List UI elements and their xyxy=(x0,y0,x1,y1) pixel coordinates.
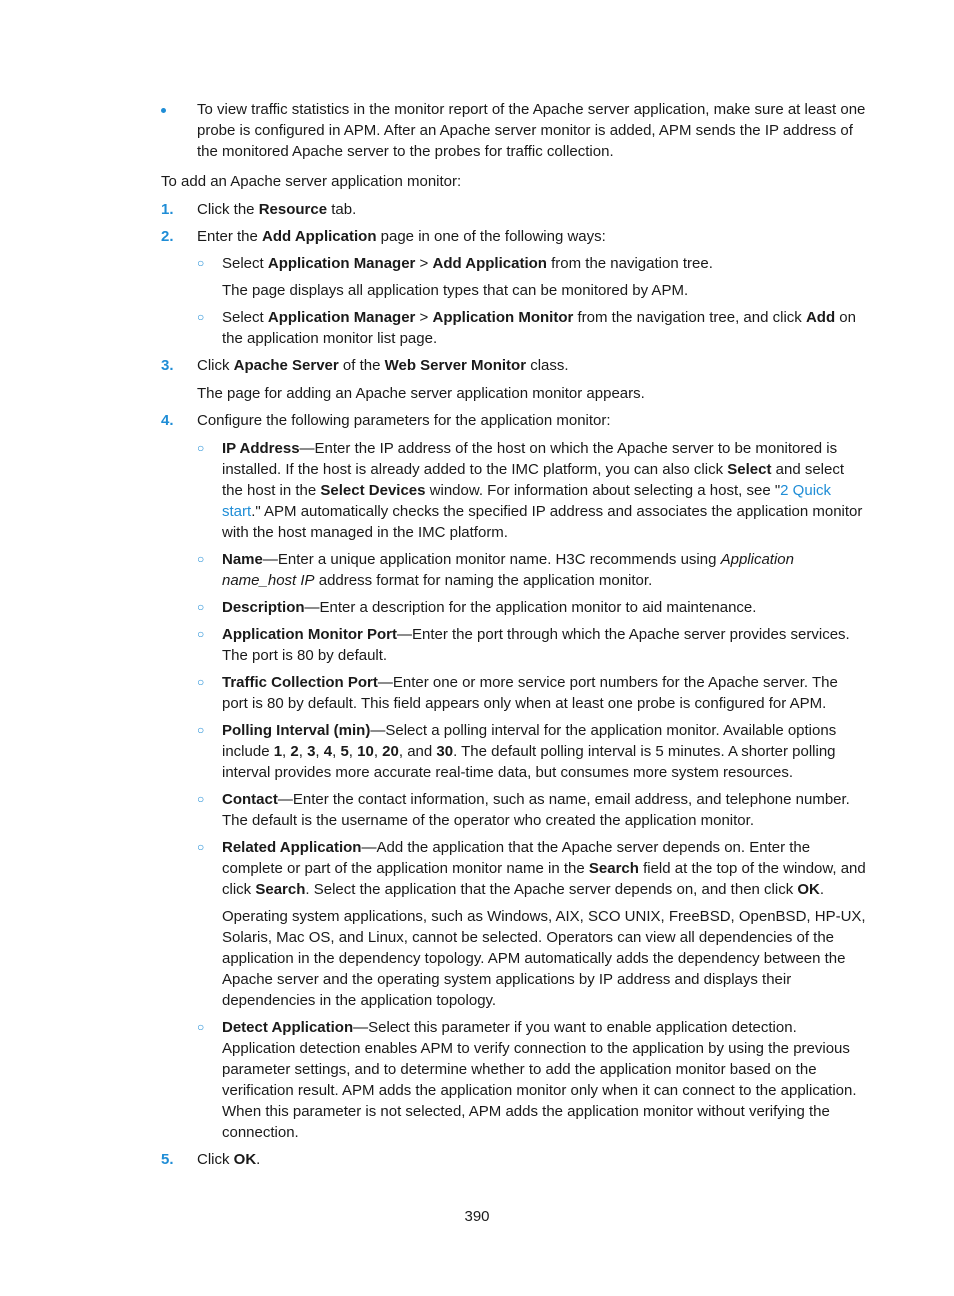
step-2-option-b: ○ Select Application Manager > Application Monitor from the navigation tree, and click Add on the application monitor list page. xyxy=(197,309,856,347)
circle-bullet-icon: ○ xyxy=(197,792,205,806)
circle-bullet-icon: ○ xyxy=(197,627,205,641)
param-description: ○ Description—Enter a description for the application monitor to aid maintenance. xyxy=(197,599,757,616)
step-2: 2. Enter the Add Application page in one of the following ways: xyxy=(161,228,606,245)
param-polling-interval: ○ Polling Interval (min)—Select a polling interval for the application monitor. Available options include 1, 2, 3, 4, 5, 10, 20, and 30. The default polling interval is 5 minutes. A shorter polling interval provides more accurate real-time data, but consumes more system resources. xyxy=(197,722,837,781)
circle-bullet-icon: ○ xyxy=(197,552,205,566)
circle-bullet-icon: ○ xyxy=(197,675,205,689)
bullet-note: To view traffic statistics in the monitor report of the Apache server application, make sure at least one probe is configured in APM. After an Apache server monitor is added, APM sends the IP address of the monitored Apache server to the probes for traffic collection. xyxy=(161,99,867,162)
page-number: 390 xyxy=(464,1208,490,1225)
document-body xyxy=(161,99,867,1170)
step-5: 5. Click OK. xyxy=(161,1151,261,1168)
circle-bullet-icon: ○ xyxy=(197,840,205,854)
circle-bullet-icon: ○ xyxy=(197,441,205,455)
circle-bullet-icon: ○ xyxy=(197,1020,205,1034)
step-4: 4. Configure the following parameters for the application monitor: xyxy=(161,412,611,429)
step-3-note: The page for adding an Apache server application monitor appears. xyxy=(197,385,645,402)
param-detect-application: ○ Detect Application—Select this parameter if you want to enable application detection. Application detection enables APM to verify connection to the application by using the previous parameter settings, and to determine whether to add the application monitor based on the verification result. APM adds the application monitor only when it can connect to the application. When this parameter is not selected, APM adds the application monitor without verifying the connection. xyxy=(197,1019,857,1141)
param-name: ○ Name—Enter a unique application monitor name. H3C recommends using Application name_host IP address format for naming the application monitor. xyxy=(197,551,794,589)
param-application-monitor-port: ○ Application Monitor Port—Enter the port through which the Apache server provides services. The port is 80 by default. xyxy=(197,626,850,664)
step-1: 1. Click the Resource tab. xyxy=(161,201,357,218)
param-related-application-note: Operating system applications, such as Windows, AIX, SCO UNIX, FreeBSD, OpenBSD, HP-UX, Solaris, Mac OS, and Linux, cannot be selected. Operators can view all dependencies of the application in the dependency topology. APM automatically adds the dependency between the Apache server and the operating system applications by IP address and displays their dependencies in the application topology. xyxy=(222,908,866,1009)
param-traffic-collection-port: ○ Traffic Collection Port—Enter one or more service port numbers for the Apache server. The port is 80 by default. This field appears only when at least one probe is configured for APM. xyxy=(197,674,838,712)
step-3: 3. Click Apache Server of the Web Server Monitor class. xyxy=(161,357,569,374)
quick-start-link[interactable]: 2 Quick start xyxy=(222,482,832,520)
param-contact: ○ Contact—Enter the contact information, such as name, email address, and telephone number. The default is the username of the operator who created the application monitor. xyxy=(197,791,850,829)
circle-bullet-icon: ○ xyxy=(197,256,205,270)
bullet-icon xyxy=(161,108,166,113)
circle-bullet-icon: ○ xyxy=(197,723,205,737)
step-2-option-a: ○ Select Application Manager > Add Application from the navigation tree. xyxy=(197,255,713,272)
intro-text: To add an Apache server application monitor: xyxy=(161,173,462,190)
param-ip-address: ○ IP Address—Enter the IP address of the host on which the Apache server to be monitored is installed. If the host is already added to the IMC platform, you can also click Select and select the host in the Select Devices window. For information about selecting a host, see "2 Quick start." APM automatically checks the specified IP address and associates the application monitor with the host managed in the IMC platform. xyxy=(197,440,863,541)
step-2-option-a-note: The page displays all application types that can be monitored by APM. xyxy=(222,282,689,299)
circle-bullet-icon: ○ xyxy=(197,600,205,614)
param-related-application: ○ Related Application—Add the application that the Apache server depends on. Enter the complete or part of the application monitor name in the Search field at the top of the window, and click Search. Select the application that the Apache server depends on, and then click OK. xyxy=(197,839,866,898)
circle-bullet-icon: ○ xyxy=(197,310,205,324)
